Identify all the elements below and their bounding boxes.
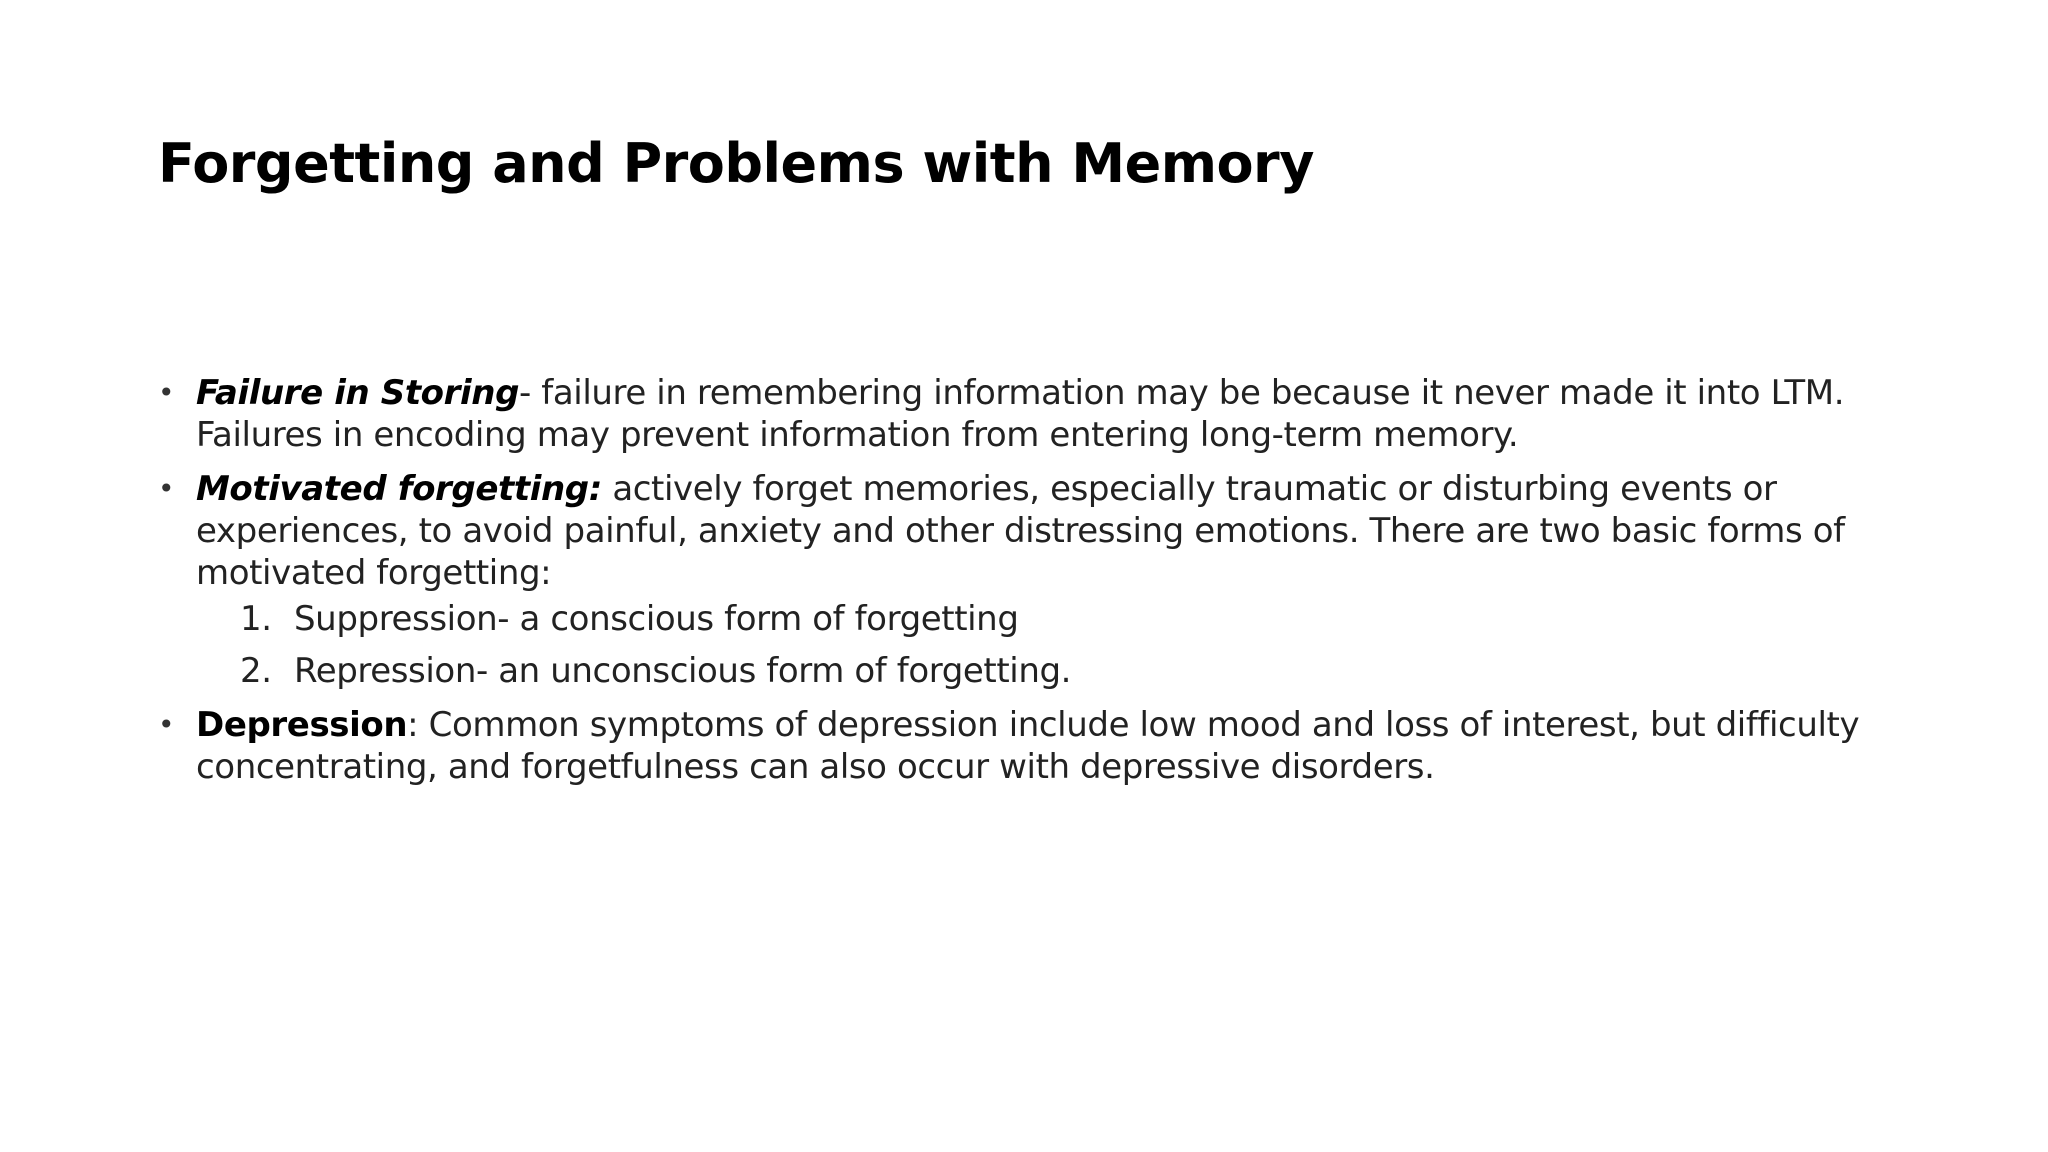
bullet-text: : Common symptoms of depression include low mood and loss of interest, but difficulty concentrating, and forgetfulness can also occur with depressive disorders. — [196, 705, 1860, 787]
bullet-dot: • — [158, 376, 175, 409]
slide-content — [158, 372, 1918, 800]
bullet-term: Motivated forgetting: — [196, 469, 602, 509]
list-item-text: Repression- an unconscious form of forgetting. — [294, 651, 1072, 691]
slide-title: Forgetting and Problems with Memory — [158, 132, 1314, 195]
motivated-forgetting-forms-list — [196, 598, 1918, 692]
list-item-text: Suppression- a conscious form of forgetting — [294, 599, 1019, 639]
bullet-depression — [158, 704, 1918, 788]
list-item-number: 2. — [240, 651, 272, 691]
bullet-text: - failure in remembering information may be because it never made it into LTM. Failures in encoding may prevent information from entering long-term memory. — [196, 373, 1845, 455]
bullet-dot: • — [158, 472, 175, 505]
bullet-text: actively forget memories, especially traumatic or disturbing events or experiences, to avoid painful, anxiety and other distressing emotions. There are two basic forms of motivated forgetting: — [196, 469, 1845, 593]
list-item-repression — [196, 650, 1918, 692]
bullet-dot: • — [158, 708, 175, 741]
list-item-number: 1. — [240, 599, 272, 639]
bullet-failure-in-storing — [158, 372, 1918, 456]
bullet-term: Depression — [196, 705, 408, 745]
bullet-term: Failure in Storing — [196, 373, 520, 413]
bullet-motivated-forgetting — [158, 468, 1918, 692]
list-item-suppression — [196, 598, 1918, 640]
